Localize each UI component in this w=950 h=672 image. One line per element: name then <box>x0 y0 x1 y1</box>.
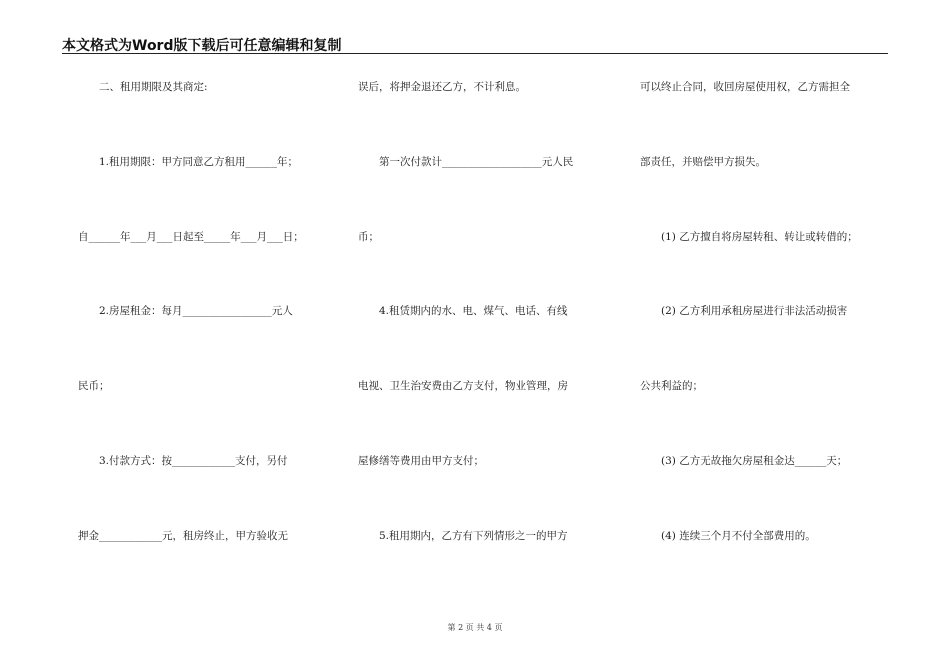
text-line: (1) 乙方擅自将房屋转租、转让或转借的； <box>640 231 858 243</box>
text-line: (4) 连续三个月不付全部费用的。 <box>640 530 816 542</box>
text-line: 2.房屋租金：每月_________________元人 <box>78 305 293 317</box>
text-line: 5.租用期内，乙方有下列情形之一的甲方 <box>358 530 568 542</box>
text-line: 可以终止合同，收回房屋使用权，乙方需担全 <box>640 81 850 93</box>
text-line: 公共利益的； <box>640 380 703 392</box>
text-line: 民币； <box>78 380 110 392</box>
text-line: 二、租用期限及其商定: <box>78 81 208 93</box>
text-line: 4.租赁期内的水、电、煤气、电话、有线 <box>358 305 568 317</box>
text-line: 3.付款方式：按____________支付，另付 <box>78 455 288 467</box>
page-header-title: 本文格式为Word版下载后可任意编辑和复制 <box>62 38 342 54</box>
text-line: 币； <box>358 231 379 243</box>
header-divider <box>62 53 888 54</box>
text-line: 自______年___月___日起至_____年___月___日； <box>78 231 304 243</box>
text-line: 屋修缮等费用由甲方支付； <box>358 455 484 467</box>
text-line: (2) 乙方利用承租房屋进行非法活动损害 <box>640 305 848 317</box>
text-line: 部责任，并赔偿甲方损失。 <box>640 156 766 168</box>
text-line: 押金____________元，租房终止，甲方验收无 <box>78 530 288 542</box>
text-line: 误后，将押金退还乙方，不计利息。 <box>358 81 526 93</box>
text-line: 第一次付款计___________________元人民 <box>358 156 574 168</box>
text-line: 1.租用期限：甲方同意乙方租用______年； <box>78 156 299 168</box>
page-number: 第 2 页 共 4 页 <box>447 623 503 632</box>
text-line: (3) 乙方无故拖欠房屋租金达______天； <box>640 455 848 467</box>
text-line: 电视、卫生治安费由乙方支付，物业管理，房 <box>358 380 568 392</box>
